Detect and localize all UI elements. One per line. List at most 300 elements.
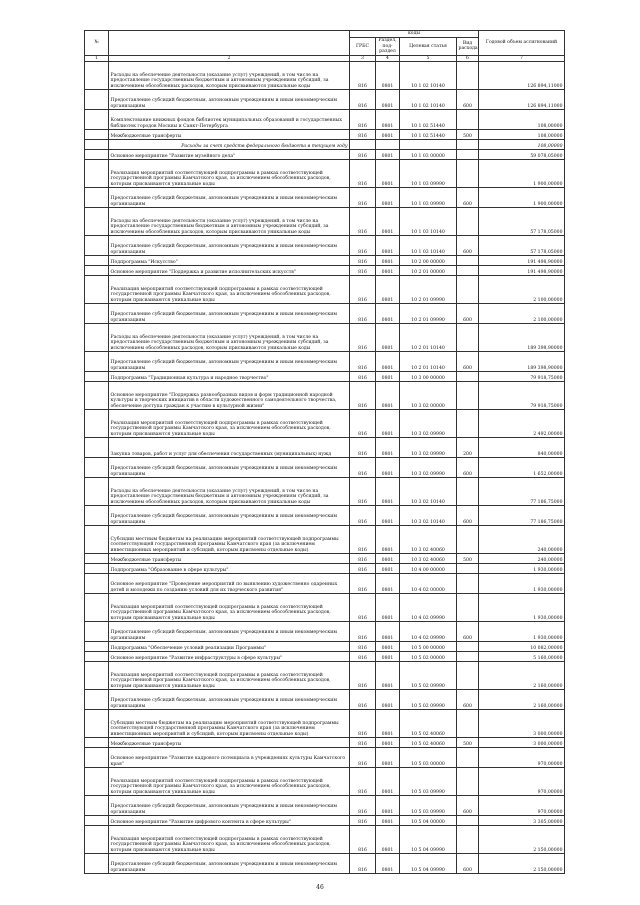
row-csr: 10 1 02 10140	[400, 62, 457, 90]
row-razdel: 0801	[376, 854, 400, 874]
row-csr: 10 3 02 10140	[400, 506, 457, 526]
row-csr: 10 3 02 40060	[400, 554, 457, 564]
row-num	[85, 438, 109, 458]
row-name: Предоставление субсидий бюджетным, автономным учреждениям и иным некоммерческим организациям	[109, 622, 350, 642]
row-num	[85, 642, 109, 652]
row-amount: 5 160,00000	[479, 652, 565, 662]
row-grbs: 816	[350, 382, 376, 410]
row-name: Предоставление субсидий бюджетным, автономным учреждениям и иным некоммерческим организациям	[109, 90, 350, 110]
row-vr: 600	[457, 458, 479, 478]
row-grbs: 816	[350, 188, 376, 208]
row-amount: 108,00000	[479, 110, 565, 130]
row-amount: 79 918,75000	[479, 372, 565, 382]
table-row	[85, 160, 565, 188]
row-razdel: 0801	[376, 622, 400, 642]
row-csr: 10 5 02 09990	[400, 662, 457, 690]
table-row	[85, 266, 565, 276]
page-number: 46	[316, 884, 324, 891]
row-num	[85, 266, 109, 276]
table-row	[85, 324, 565, 352]
header-index: 6	[457, 55, 479, 62]
table-row	[85, 382, 565, 410]
table-row	[85, 410, 565, 438]
row-vr	[457, 62, 479, 90]
row-num	[85, 506, 109, 526]
row-vr	[457, 748, 479, 768]
row-num	[85, 768, 109, 796]
table-row	[85, 768, 565, 796]
row-razdel: 0801	[376, 564, 400, 574]
row-razdel: 0801	[376, 574, 400, 594]
row-grbs: 816	[350, 662, 376, 690]
row-num	[85, 410, 109, 438]
row-csr: 10 5 02 09990	[400, 690, 457, 710]
row-razdel: 0801	[376, 236, 400, 256]
row-name: Подпрограмма "Искусство"	[109, 256, 350, 266]
row-vr	[457, 710, 479, 738]
row-name: Основное мероприятие "Развитие цифрового контента в сфере культуры"	[109, 816, 350, 826]
row-name: Расходы на обеспечение деятельности (оказание услуг) учреждений, в том числе на предоставление государственным бюджетным и автономным учреждениям субсидий, за исключением обособленных расходов, которым присваиваются уникальные коды	[109, 208, 350, 236]
row-name: Предоставление субсидий бюджетным, автономным учреждениям и иным некоммерческим организациям	[109, 188, 350, 208]
row-razdel: 0801	[376, 438, 400, 458]
row-vr: 500	[457, 130, 479, 140]
row-amount: 970,00000	[479, 768, 565, 796]
table-row	[85, 652, 565, 662]
row-grbs: 816	[350, 410, 376, 438]
row-csr: 10 5 02 00000	[400, 652, 457, 662]
row-amount: 3 000,00000	[479, 710, 565, 738]
row-razdel: 0801	[376, 352, 400, 372]
row-csr: 10 4 02 00000	[400, 574, 457, 594]
row-amount: 2 150,00000	[479, 826, 565, 854]
row-csr: 10 2 01 10140	[400, 324, 457, 352]
row-num	[85, 130, 109, 140]
table-row	[85, 738, 565, 748]
row-num	[85, 324, 109, 352]
row-vr: 600	[457, 854, 479, 874]
row-vr	[457, 642, 479, 652]
table-row	[85, 594, 565, 622]
row-grbs: 816	[350, 710, 376, 738]
row-num	[85, 276, 109, 304]
row-name: Расходы на обеспечение деятельности (оказание услуг) учреждений, в том числе на предоставление государственным бюджетным и автономным учреждениям субсидий, за исключением обособленных расходов, которым присваиваются уникальные коды	[109, 324, 350, 352]
row-num	[85, 826, 109, 854]
row-num	[85, 372, 109, 382]
header-grbs: ГРБС	[350, 38, 376, 56]
row-csr: 10 5 04 09990	[400, 854, 457, 874]
row-amount: 77 186,75000	[479, 506, 565, 526]
row-vr	[457, 160, 479, 188]
row-name: Реализация мероприятий соответствующей подпрограммы в рамках соответствующей государственной программы Камчатского края, за исключением обособленных расходов, которым присваиваются уникальные коды	[109, 160, 350, 188]
row-csr: 10 5 03 09990	[400, 796, 457, 816]
row-csr: 10 2 01 09990	[400, 276, 457, 304]
row-amount: 108,00000	[479, 130, 565, 140]
row-grbs: 816	[350, 748, 376, 768]
row-razdel: 0801	[376, 256, 400, 266]
row-vr	[457, 208, 479, 236]
row-name: Подпрограмма "Образование в сфере культуры"	[109, 564, 350, 574]
table-row	[85, 478, 565, 506]
table-row	[85, 854, 565, 874]
row-name: Предоставление субсидий бюджетным, автономным учреждениям и иным некоммерческим организациям	[109, 506, 350, 526]
row-amount: 1 900,00000	[479, 188, 565, 208]
row-name: Межбюджетные трансферты	[109, 130, 350, 140]
row-razdel: 0801	[376, 768, 400, 796]
row-csr: 10 2 01 10140	[400, 352, 457, 372]
row-razdel: 0801	[376, 652, 400, 662]
row-amount: 59 078,05000	[479, 150, 565, 160]
row-grbs: 816	[350, 642, 376, 652]
row-amount: 189 398,90000	[479, 324, 565, 352]
table-row	[85, 188, 565, 208]
row-vr	[457, 574, 479, 594]
row-razdel: 0801	[376, 458, 400, 478]
table-row	[85, 256, 565, 266]
row-amount: 10 082,00000	[479, 642, 565, 652]
row-amount: 2 160,00000	[479, 662, 565, 690]
row-grbs: 816	[350, 506, 376, 526]
table-row	[85, 748, 565, 768]
row-vr	[457, 266, 479, 276]
row-grbs: 816	[350, 796, 376, 816]
table-row	[85, 62, 565, 90]
row-csr: 10 3 02 09990	[400, 438, 457, 458]
table-row	[85, 554, 565, 564]
row-num	[85, 256, 109, 266]
table-row	[85, 110, 565, 130]
row-vr	[457, 276, 479, 304]
row-name: Расходы на обеспечение деятельности (оказание услуг) учреждений, в том числе на предоставление государственным бюджетным и автономным учреждениям субсидий, за исключением обособленных расходов, которым присваиваются уникальные коды	[109, 478, 350, 506]
row-grbs: 816	[350, 854, 376, 874]
row-num	[85, 622, 109, 642]
row-name: Расходы за счет средств федерального бюджета в текущем году	[109, 140, 350, 150]
row-name: Межбюджетные трансферты	[109, 738, 350, 748]
row-vr: 500	[457, 738, 479, 748]
row-vr: 600	[457, 352, 479, 372]
row-razdel	[376, 140, 400, 150]
row-grbs: 816	[350, 62, 376, 90]
row-name: Предоставление субсидий бюджетным, автономным учреждениям и иным некоммерческим организациям	[109, 458, 350, 478]
row-grbs: 816	[350, 738, 376, 748]
row-amount: 2 100,00000	[479, 276, 565, 304]
row-num	[85, 478, 109, 506]
header-csr: Целевая статья	[400, 38, 457, 56]
row-razdel: 0801	[376, 160, 400, 188]
budget-document-page	[84, 30, 564, 874]
row-amount: 970,00000	[479, 796, 565, 816]
row-num	[85, 652, 109, 662]
table-row	[85, 140, 565, 150]
table-row	[85, 826, 565, 854]
row-razdel: 0801	[376, 554, 400, 564]
row-num	[85, 188, 109, 208]
row-grbs: 816	[350, 554, 376, 564]
row-csr: 10 3 02 09990	[400, 458, 457, 478]
row-name: Субсидии местным бюджетам на реализацию мероприятий соответствующей подпрограммы соответствующей государственной программы Камчатского края (за исключением инвестиционных мероприятий и субсидий, которым присвоены отдельные коды)	[109, 526, 350, 554]
row-grbs: 816	[350, 276, 376, 304]
row-grbs: 816	[350, 574, 376, 594]
header-index: 7	[479, 55, 565, 62]
row-csr: 10 5 02 40060	[400, 738, 457, 748]
row-num	[85, 738, 109, 748]
row-num	[85, 62, 109, 90]
row-grbs: 816	[350, 816, 376, 826]
row-num	[85, 554, 109, 564]
row-razdel: 0801	[376, 382, 400, 410]
row-csr: 10 3 02 09990	[400, 410, 457, 438]
row-amount: 240,00000	[479, 554, 565, 564]
row-amount: 970,00000	[479, 748, 565, 768]
row-amount: 2 100,00000	[479, 304, 565, 324]
row-vr: 600	[457, 796, 479, 816]
row-csr: 10 5 02 40060	[400, 710, 457, 738]
header-index: 1	[85, 55, 109, 62]
row-csr: 10 1 03 00000	[400, 150, 457, 160]
row-razdel: 0801	[376, 324, 400, 352]
row-razdel: 0801	[376, 304, 400, 324]
row-grbs: 816	[350, 564, 376, 574]
header-index: 4	[376, 55, 400, 62]
row-vr: 600	[457, 236, 479, 256]
row-num	[85, 458, 109, 478]
row-grbs: 816	[350, 304, 376, 324]
row-amount: 79 918,75000	[479, 382, 565, 410]
row-razdel: 0801	[376, 372, 400, 382]
row-num	[85, 140, 109, 150]
row-amount: 1 930,00000	[479, 574, 565, 594]
row-vr	[457, 410, 479, 438]
row-grbs: 816	[350, 652, 376, 662]
row-csr: 10 4 00 00000	[400, 564, 457, 574]
row-amount: 126 894,11000	[479, 62, 565, 90]
row-num	[85, 110, 109, 130]
row-csr: 10 2 01 09990	[400, 304, 457, 324]
row-grbs: 816	[350, 150, 376, 160]
row-num	[85, 594, 109, 622]
row-csr: 10 1 03 10140	[400, 236, 457, 256]
row-amount: 1 930,00000	[479, 594, 565, 622]
row-vr: 600	[457, 622, 479, 642]
row-name: Предоставление субсидий бюджетным, автономным учреждениям и иным некоммерческим организациям	[109, 304, 350, 324]
row-grbs: 816	[350, 768, 376, 796]
row-vr	[457, 594, 479, 622]
row-razdel: 0801	[376, 506, 400, 526]
row-csr: 10 4 02 09990	[400, 622, 457, 642]
row-amount: 191 498,90000	[479, 256, 565, 266]
row-name: Основное мероприятие "Развитие музейного дела"	[109, 150, 350, 160]
table-row	[85, 130, 565, 140]
row-num	[85, 854, 109, 874]
row-name: Реализация мероприятий соответствующей подпрограммы в рамках соответствующей государственной программы Камчатского края, за исключением обособленных расходов, которым присваиваются уникальные коды	[109, 768, 350, 796]
row-name: Основное мероприятие "Развитие инфраструктуры в сфере культуры"	[109, 652, 350, 662]
row-razdel: 0801	[376, 710, 400, 738]
budget-table	[84, 30, 565, 874]
row-num	[85, 526, 109, 554]
header-index: 5	[400, 55, 457, 62]
row-name: Реализация мероприятий соответствующей подпрограммы в рамках соответствующей государственной программы Камчатского края, за исключением обособленных расходов, которым присваиваются уникальные коды	[109, 594, 350, 622]
row-csr: 10 5 03 00000	[400, 748, 457, 768]
row-grbs: 816	[350, 352, 376, 372]
header-amount: Годовой объем ассигнований	[479, 31, 565, 56]
row-amount: 191 498,90000	[479, 266, 565, 276]
row-grbs: 816	[350, 478, 376, 506]
row-razdel: 0801	[376, 266, 400, 276]
table-row	[85, 526, 565, 554]
row-grbs: 816	[350, 690, 376, 710]
row-num	[85, 796, 109, 816]
row-name: Реализация мероприятий соответствующей подпрограммы в рамках соответствующей государственной программы Камчатского края, за исключением обособленных расходов, которым присваиваются уникальные коды	[109, 662, 350, 690]
row-csr: 10 1 03 09990	[400, 160, 457, 188]
row-razdel: 0801	[376, 276, 400, 304]
table-row	[85, 506, 565, 526]
row-amount: 2 150,00000	[479, 854, 565, 874]
table-row	[85, 304, 565, 324]
row-num	[85, 564, 109, 574]
row-num	[85, 150, 109, 160]
row-vr: 600	[457, 506, 479, 526]
row-name: Реализация мероприятий соответствующей подпрограммы в рамках соответствующей государственной программы Камчатского края, за исключением обособленных расходов, которым присваиваются уникальные коды	[109, 410, 350, 438]
row-vr	[457, 816, 479, 826]
row-csr: 10 5 04 00000	[400, 816, 457, 826]
row-csr: 10 4 02 09990	[400, 594, 457, 622]
table-row	[85, 90, 565, 110]
header-codes: коды	[350, 31, 479, 38]
row-razdel: 0801	[376, 662, 400, 690]
row-razdel: 0801	[376, 738, 400, 748]
row-amount: 126 894,11000	[479, 90, 565, 110]
row-grbs: 816	[350, 236, 376, 256]
row-razdel: 0801	[376, 826, 400, 854]
row-grbs: 816	[350, 130, 376, 140]
table-row	[85, 150, 565, 160]
table-row	[85, 438, 565, 458]
table-row	[85, 710, 565, 738]
row-vr	[457, 526, 479, 554]
row-name: Основное мероприятие "Поддержка разнообразных видов и форм традиционной народной культуры и творческих инициатив в области художественного самодеятельного творчества, обеспечение доступа граждан к участию в культурной жизни"	[109, 382, 350, 410]
table-row	[85, 642, 565, 652]
row-grbs: 816	[350, 266, 376, 276]
row-amount: 1 900,00000	[479, 160, 565, 188]
row-vr	[457, 382, 479, 410]
header-num: №	[85, 31, 109, 56]
table-row	[85, 236, 565, 256]
table-row	[85, 276, 565, 304]
row-csr	[400, 140, 457, 150]
row-vr: 600	[457, 690, 479, 710]
row-name: Субсидии местным бюджетам на реализацию мероприятий соответствующей подпрограммы соответствующей государственной программы Камчатского края (за исключением инвестиционных мероприятий и субсидий, которым присвоены отдельные коды)	[109, 710, 350, 738]
row-num	[85, 352, 109, 372]
row-vr	[457, 478, 479, 506]
row-csr: 10 1 03 10140	[400, 208, 457, 236]
table-row	[85, 690, 565, 710]
row-grbs: 816	[350, 110, 376, 130]
row-razdel: 0801	[376, 796, 400, 816]
row-csr: 10 2 01 00000	[400, 266, 457, 276]
row-razdel: 0801	[376, 478, 400, 506]
row-name: Реализация мероприятий соответствующей подпрограммы в рамках соответствующей государственной программы Камчатского края, за исключением обособленных расходов, которым присваиваются уникальные коды	[109, 276, 350, 304]
row-name: Предоставление субсидий бюджетным, автономным учреждениям и иным некоммерческим организациям	[109, 236, 350, 256]
row-razdel: 0801	[376, 208, 400, 236]
row-num	[85, 90, 109, 110]
row-vr: 600	[457, 304, 479, 324]
row-num	[85, 382, 109, 410]
row-vr	[457, 564, 479, 574]
row-csr: 10 1 02 10140	[400, 90, 457, 110]
row-num	[85, 710, 109, 738]
row-razdel: 0801	[376, 526, 400, 554]
row-amount: 57 178,05000	[479, 208, 565, 236]
row-amount: 240,00000	[479, 526, 565, 554]
row-csr: 10 3 02 40060	[400, 526, 457, 554]
row-num	[85, 304, 109, 324]
row-grbs	[350, 140, 376, 150]
row-name: Подпрограмма "Обеспечение условий реализации Программы"	[109, 642, 350, 652]
header-index: 2	[109, 55, 350, 62]
header-razdel: Раздел, под-раздел	[376, 38, 400, 56]
table-row	[85, 352, 565, 372]
row-razdel: 0801	[376, 642, 400, 652]
table-row	[85, 208, 565, 236]
row-amount: 189 398,90000	[479, 352, 565, 372]
row-name: Межбюджетные трансферты	[109, 554, 350, 564]
row-name: Основное мероприятие "Поддержка и развитие исполнительских искусств"	[109, 266, 350, 276]
row-razdel: 0801	[376, 690, 400, 710]
row-amount: 3 305,00000	[479, 816, 565, 826]
row-grbs: 816	[350, 372, 376, 382]
table-row	[85, 564, 565, 574]
row-grbs: 816	[350, 438, 376, 458]
table-row	[85, 662, 565, 690]
row-num	[85, 208, 109, 236]
row-razdel: 0801	[376, 110, 400, 130]
row-num	[85, 236, 109, 256]
row-grbs: 816	[350, 90, 376, 110]
row-name: Закупка товаров, работ и услуг для обеспечения государственных (муниципальных) нужд	[109, 438, 350, 458]
table-row	[85, 574, 565, 594]
row-vr	[457, 324, 479, 352]
row-amount: 77 186,75000	[479, 478, 565, 506]
row-vr: 600	[457, 90, 479, 110]
row-csr: 10 3 02 00000	[400, 382, 457, 410]
row-amount: 2 160,00000	[479, 690, 565, 710]
row-num	[85, 160, 109, 188]
row-name: Предоставление субсидий бюджетным, автономным учреждениям и иным некоммерческим организациям	[109, 796, 350, 816]
row-grbs: 816	[350, 324, 376, 352]
row-name: Расходы на обеспечение деятельности (оказание услуг) учреждений, в том числе на предоставление государственным бюджетным и автономным учреждениям субсидий, за исключением обособленных расходов, которым присваиваются уникальные коды	[109, 62, 350, 90]
row-amount: 1 930,00000	[479, 622, 565, 642]
row-grbs: 816	[350, 256, 376, 266]
row-name: Предоставление субсидий бюджетным, автономным учреждениям и иным некоммерческим организациям	[109, 690, 350, 710]
row-name: Реализация мероприятий соответствующей подпрограммы в рамках соответствующей государственной программы Камчатского края, за исключением обособленных расходов, которым присваиваются уникальные коды	[109, 826, 350, 854]
row-amount: 1 652,00000	[479, 458, 565, 478]
row-name: Комплектование книжных фондов библиотек муниципальных образований и государственных библиотек городов Москвы и Санкт-Петербурга	[109, 110, 350, 130]
row-vr	[457, 768, 479, 796]
row-vr	[457, 110, 479, 130]
row-razdel: 0801	[376, 410, 400, 438]
table-row	[85, 458, 565, 478]
table-row	[85, 372, 565, 382]
row-grbs: 816	[350, 826, 376, 854]
row-amount: 1 930,00000	[479, 564, 565, 574]
row-num	[85, 816, 109, 826]
row-name: Предоставление субсидий бюджетным, автономным учреждениям и иным некоммерческим организациям	[109, 854, 350, 874]
row-num	[85, 662, 109, 690]
row-name: Основное мероприятие "Проведение мероприятий по выявлению художественно одаренных детей и молодежи по созданию условий для их творческого развития"	[109, 574, 350, 594]
row-vr	[457, 150, 479, 160]
table-row	[85, 622, 565, 642]
row-razdel: 0801	[376, 90, 400, 110]
row-csr: 10 1 03 09990	[400, 188, 457, 208]
